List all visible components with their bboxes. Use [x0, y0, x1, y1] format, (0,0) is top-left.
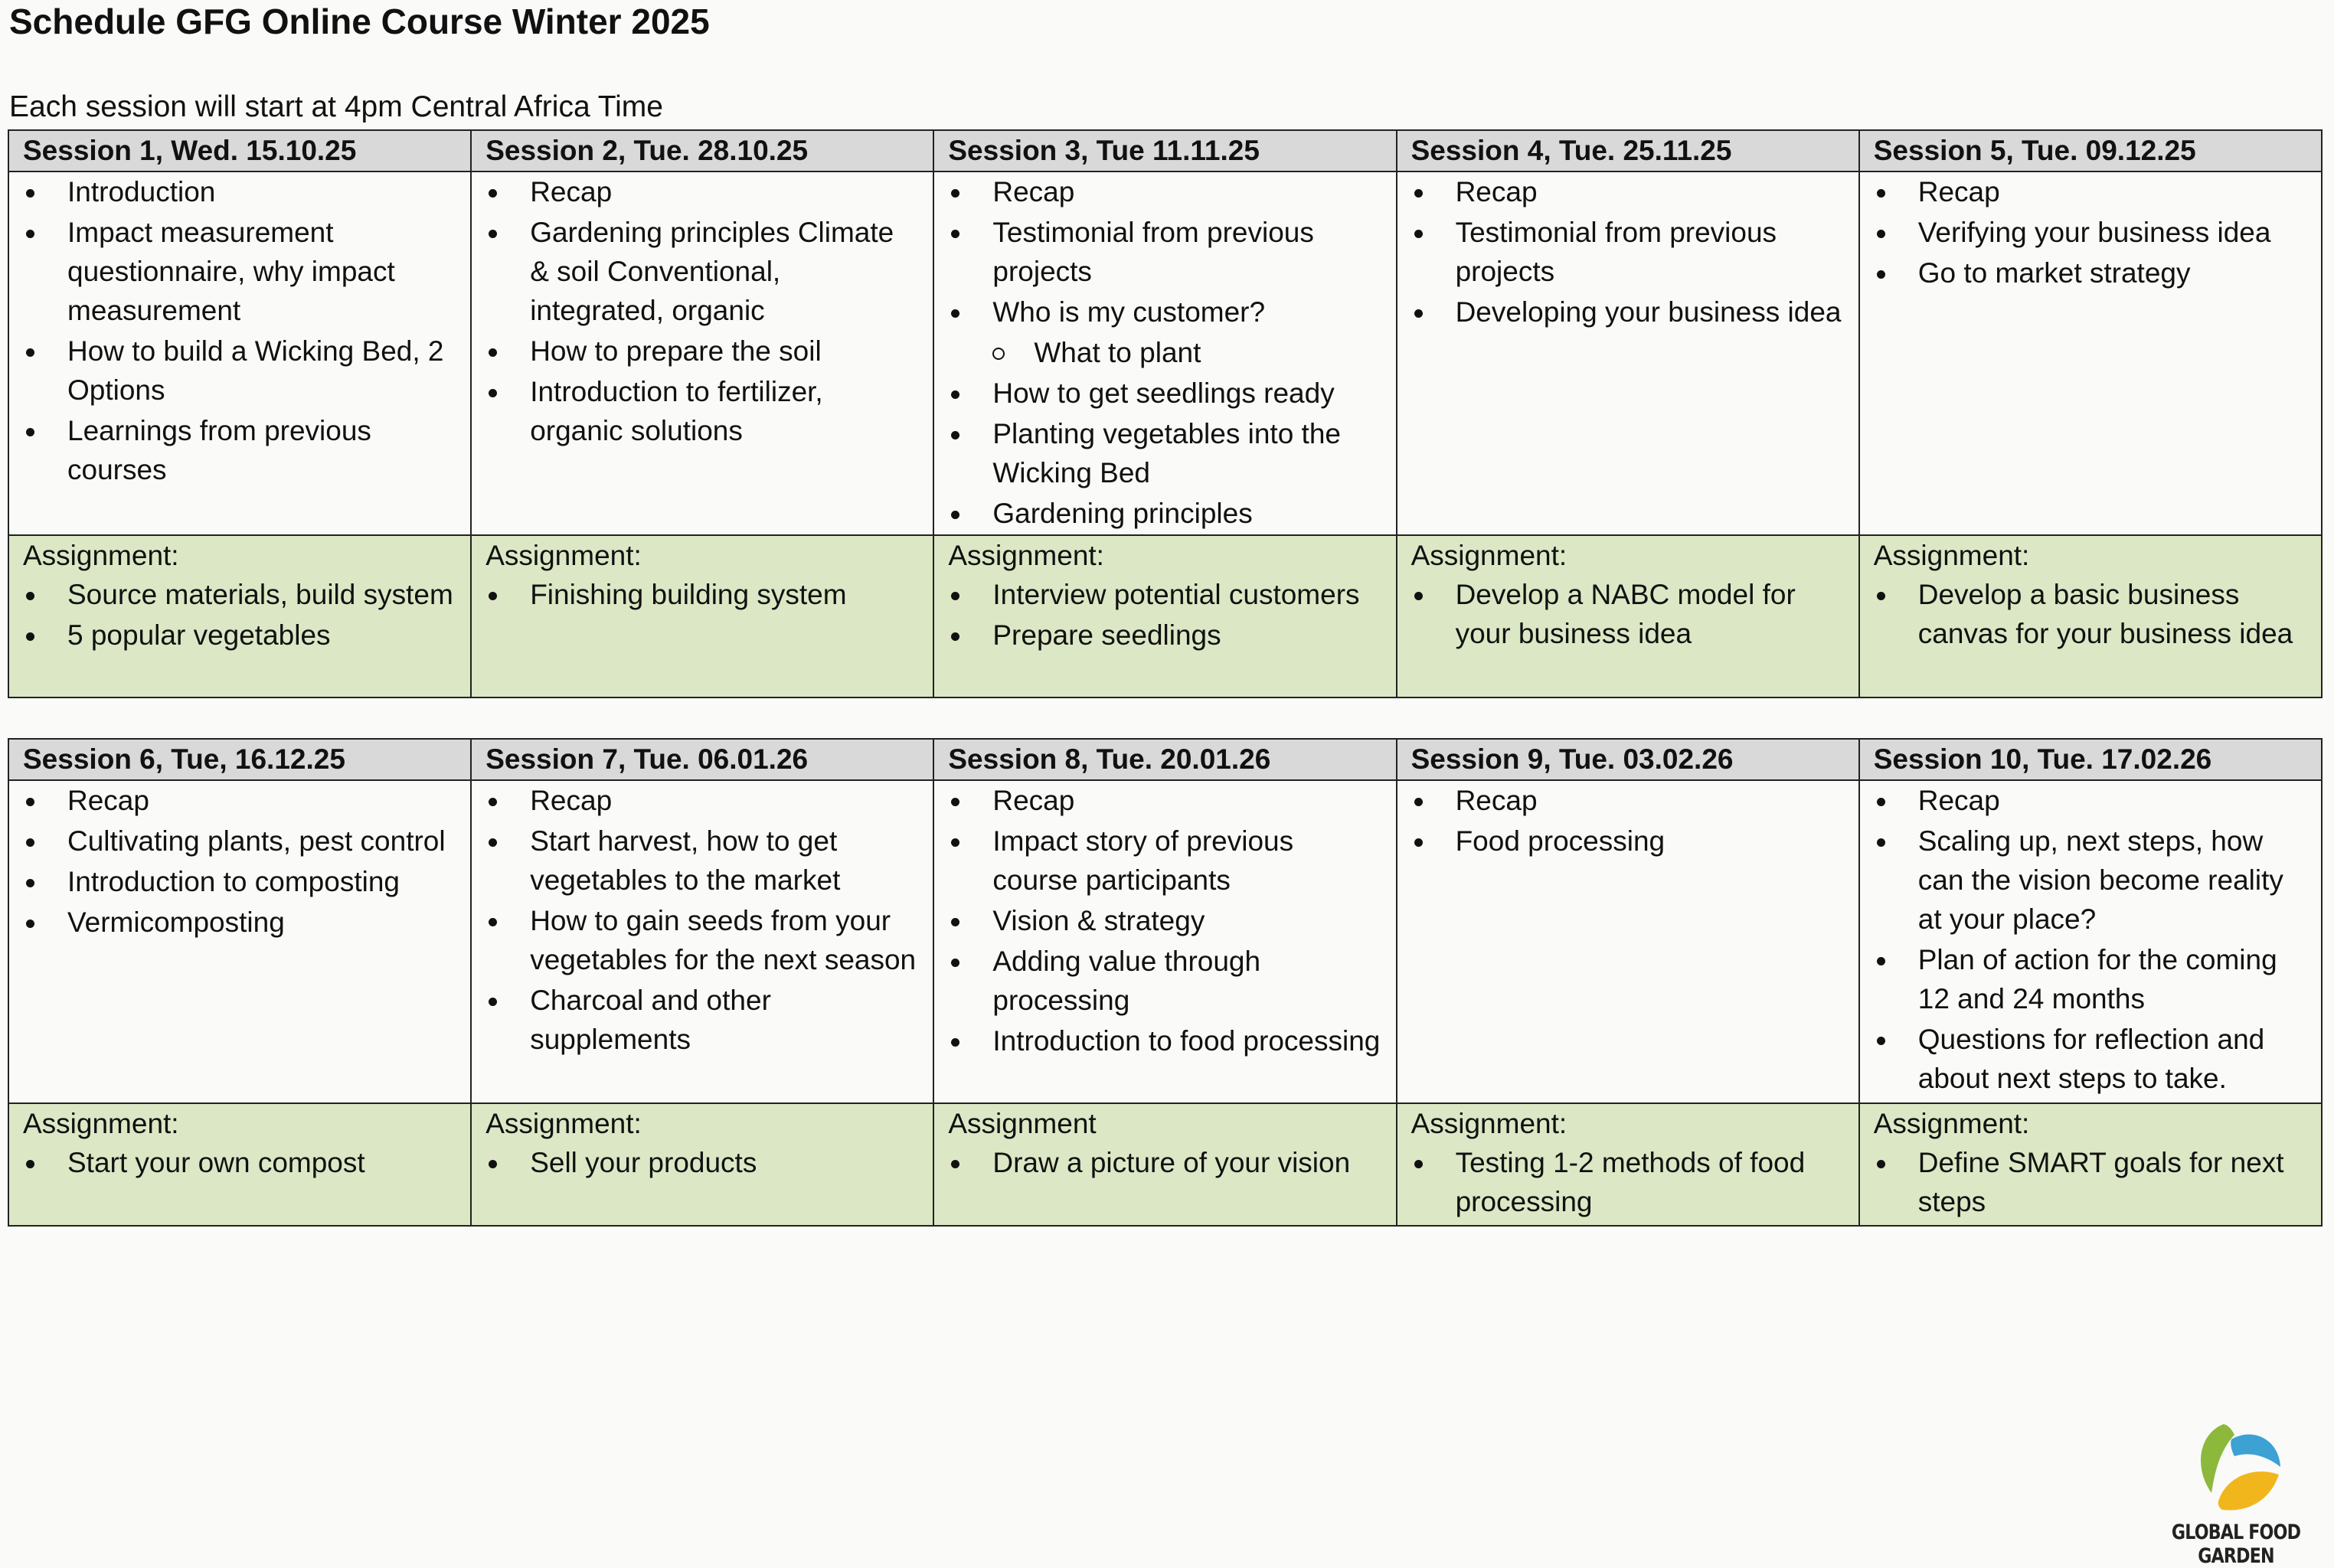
- topic-item: Gardening principles: [948, 494, 1381, 533]
- topic-item: Who is my customer?: [948, 292, 1381, 332]
- session-header: Session 8, Tue. 20.01.26: [933, 739, 1396, 780]
- topic-item: Vermicomposting: [23, 903, 456, 942]
- session-topics-cell: [1859, 780, 2322, 1103]
- session-topics-cell: [8, 172, 471, 535]
- topic-item: Testimonial from previous projects: [1411, 213, 1845, 291]
- assignment-label: Assignment:: [485, 1108, 642, 1139]
- assignment-cell: [933, 1103, 1396, 1226]
- assignment-item: Define SMART goals for next steps: [1874, 1143, 2307, 1221]
- assignment-item: Finishing building system: [485, 575, 919, 614]
- assignment-cell: [471, 535, 933, 697]
- assignment-item: Testing 1-2 methods of food processing: [1411, 1143, 1845, 1221]
- assignment-cell: [8, 535, 471, 697]
- topic-item: Recap: [1411, 172, 1845, 211]
- assignment-label: Assignment:: [23, 540, 179, 571]
- session-header: Session 4, Tue. 25.11.25: [1397, 130, 1859, 172]
- schedule-table-2: [8, 738, 2323, 1227]
- assignment-cell: [1859, 1103, 2322, 1226]
- topic-item: Introduction: [23, 172, 456, 211]
- session-header: Session 7, Tue. 06.01.26: [471, 739, 933, 780]
- session-header: Session 1, Wed. 15.10.25: [8, 130, 471, 172]
- topic-item: Recap: [1874, 781, 2307, 820]
- topic-item: Go to market strategy: [1874, 253, 2307, 292]
- session-header: Session 3, Tue 11.11.25: [933, 130, 1396, 172]
- session-topics-cell: [1397, 172, 1859, 535]
- assignment-label: Assignment:: [948, 540, 1104, 571]
- logo-yellow-leaf: [2218, 1472, 2279, 1511]
- session-time-note: Each session will start at 4pm Central Africa Time: [9, 90, 663, 123]
- assignment-cell: [1397, 535, 1859, 697]
- session-topics-row: [8, 172, 2322, 535]
- topic-item: Introduction to fertilizer, organic solutions: [485, 372, 919, 450]
- schedule-table-1: [8, 129, 2323, 698]
- topic-item: Recap: [23, 781, 456, 820]
- assignment-item: Start your own compost: [23, 1143, 456, 1182]
- logo-green-leaf: [2201, 1424, 2234, 1493]
- assignment-item: Source materials, build system: [23, 575, 456, 614]
- topic-item: Impact measurement questionnaire, why impact measurement: [23, 213, 456, 330]
- topic-item: How to prepare the soil: [485, 332, 919, 371]
- session-topics-cell: [1397, 780, 1859, 1103]
- sub-topic-item: What to plant: [948, 333, 1381, 372]
- topic-item: How to gain seeds from your vegetables for the next season: [485, 901, 919, 979]
- assignment-label: Assignment:: [1411, 1108, 1567, 1139]
- topic-item: Charcoal and other supplements: [485, 981, 919, 1059]
- topic-item: Testimonial from previous projects: [948, 213, 1381, 291]
- assignment-row: [8, 1103, 2322, 1226]
- topic-item: Recap: [948, 781, 1381, 820]
- assignment-cell: [1397, 1103, 1859, 1226]
- topic-item: Vision & strategy: [948, 901, 1381, 940]
- assignment-label: Assignment:: [485, 540, 642, 571]
- assignment-label: Assignment:: [1873, 540, 2030, 571]
- global-food-garden-logo: [2144, 1423, 2328, 1568]
- session-topics-cell: [8, 780, 471, 1103]
- topic-item: Developing your business idea: [1411, 292, 1845, 332]
- topic-item: How to get seedlings ready: [948, 374, 1381, 413]
- session-header: Session 10, Tue. 17.02.26: [1859, 739, 2322, 780]
- assignment-item: Interview potential customers: [948, 575, 1381, 614]
- assignment-cell: [1859, 535, 2322, 697]
- topic-item: Questions for reflection and about next steps to take.: [1874, 1020, 2307, 1098]
- assignment-label: Assignment: [948, 1108, 1097, 1139]
- logo-blue-leaf: [2231, 1434, 2280, 1467]
- topic-item: Adding value through processing: [948, 942, 1381, 1020]
- assignment-cell: [471, 1103, 933, 1226]
- topic-item: Cultivating plants, pest control: [23, 822, 456, 861]
- assignment-item: Draw a picture of your vision: [948, 1143, 1381, 1182]
- topic-item: Introduction to composting: [23, 862, 456, 901]
- topic-item: Recap: [1874, 172, 2307, 211]
- assignment-item: Prepare seedlings: [948, 616, 1381, 655]
- topic-item: Scaling up, next steps, how can the vision become reality at your place?: [1874, 822, 2307, 939]
- session-header: Session 5, Tue. 09.12.25: [1859, 130, 2322, 172]
- session-topics-row: [8, 780, 2322, 1103]
- session-header: Session 6, Tue, 16.12.25: [8, 739, 471, 780]
- session-topics-cell: [933, 780, 1396, 1103]
- session-topics-cell: [933, 172, 1396, 535]
- assignment-label: Assignment:: [23, 1108, 179, 1139]
- assignment-label: Assignment:: [1411, 540, 1567, 571]
- topic-item: Food processing: [1411, 822, 1845, 861]
- topic-item: Recap: [948, 172, 1381, 211]
- assignment-item: Sell your products: [485, 1143, 919, 1182]
- topic-item: Learnings from previous courses: [23, 411, 456, 489]
- topic-item: Gardening principles Climate & soil Conventional, integrated, organic: [485, 213, 919, 330]
- assignment-cell: [933, 535, 1396, 697]
- logo-text: GLOBAL FOOD GARDEN: [2171, 1521, 2301, 1568]
- page-title: Schedule GFG Online Course Winter 2025: [9, 2, 710, 41]
- session-topics-cell: [471, 172, 933, 535]
- session-topics-cell: [471, 780, 933, 1103]
- topic-item: Introduction to food processing: [948, 1021, 1381, 1060]
- topic-item: Start harvest, how to get vegetables to the market: [485, 822, 919, 900]
- logo-mark-icon: [2189, 1423, 2283, 1517]
- assignment-label: Assignment:: [1873, 1108, 2030, 1139]
- session-header: Session 2, Tue. 28.10.25: [471, 130, 933, 172]
- topic-item: Impact story of previous course participants: [948, 822, 1381, 900]
- topic-item: Recap: [485, 781, 919, 820]
- session-header-row: [8, 739, 2322, 780]
- session-topics-cell: [1859, 172, 2322, 535]
- session-header: Session 9, Tue. 03.02.26: [1397, 739, 1859, 780]
- topic-item: Plan of action for the coming 12 and 24 months: [1874, 940, 2307, 1018]
- assignment-cell: [8, 1103, 471, 1226]
- topic-item: Recap: [485, 172, 919, 211]
- topic-item: Planting vegetables into the Wicking Bed: [948, 414, 1381, 492]
- topic-item: Recap: [1411, 781, 1845, 820]
- session-header-row: [8, 130, 2322, 172]
- topic-item: Verifying your business idea: [1874, 213, 2307, 252]
- assignment-row: [8, 535, 2322, 697]
- topic-item: How to build a Wicking Bed, 2 Options: [23, 332, 456, 410]
- assignment-item: Develop a NABC model for your business idea: [1411, 575, 1845, 653]
- assignment-item: 5 popular vegetables: [23, 616, 456, 655]
- assignment-item: Develop a basic business canvas for your business idea: [1874, 575, 2307, 653]
